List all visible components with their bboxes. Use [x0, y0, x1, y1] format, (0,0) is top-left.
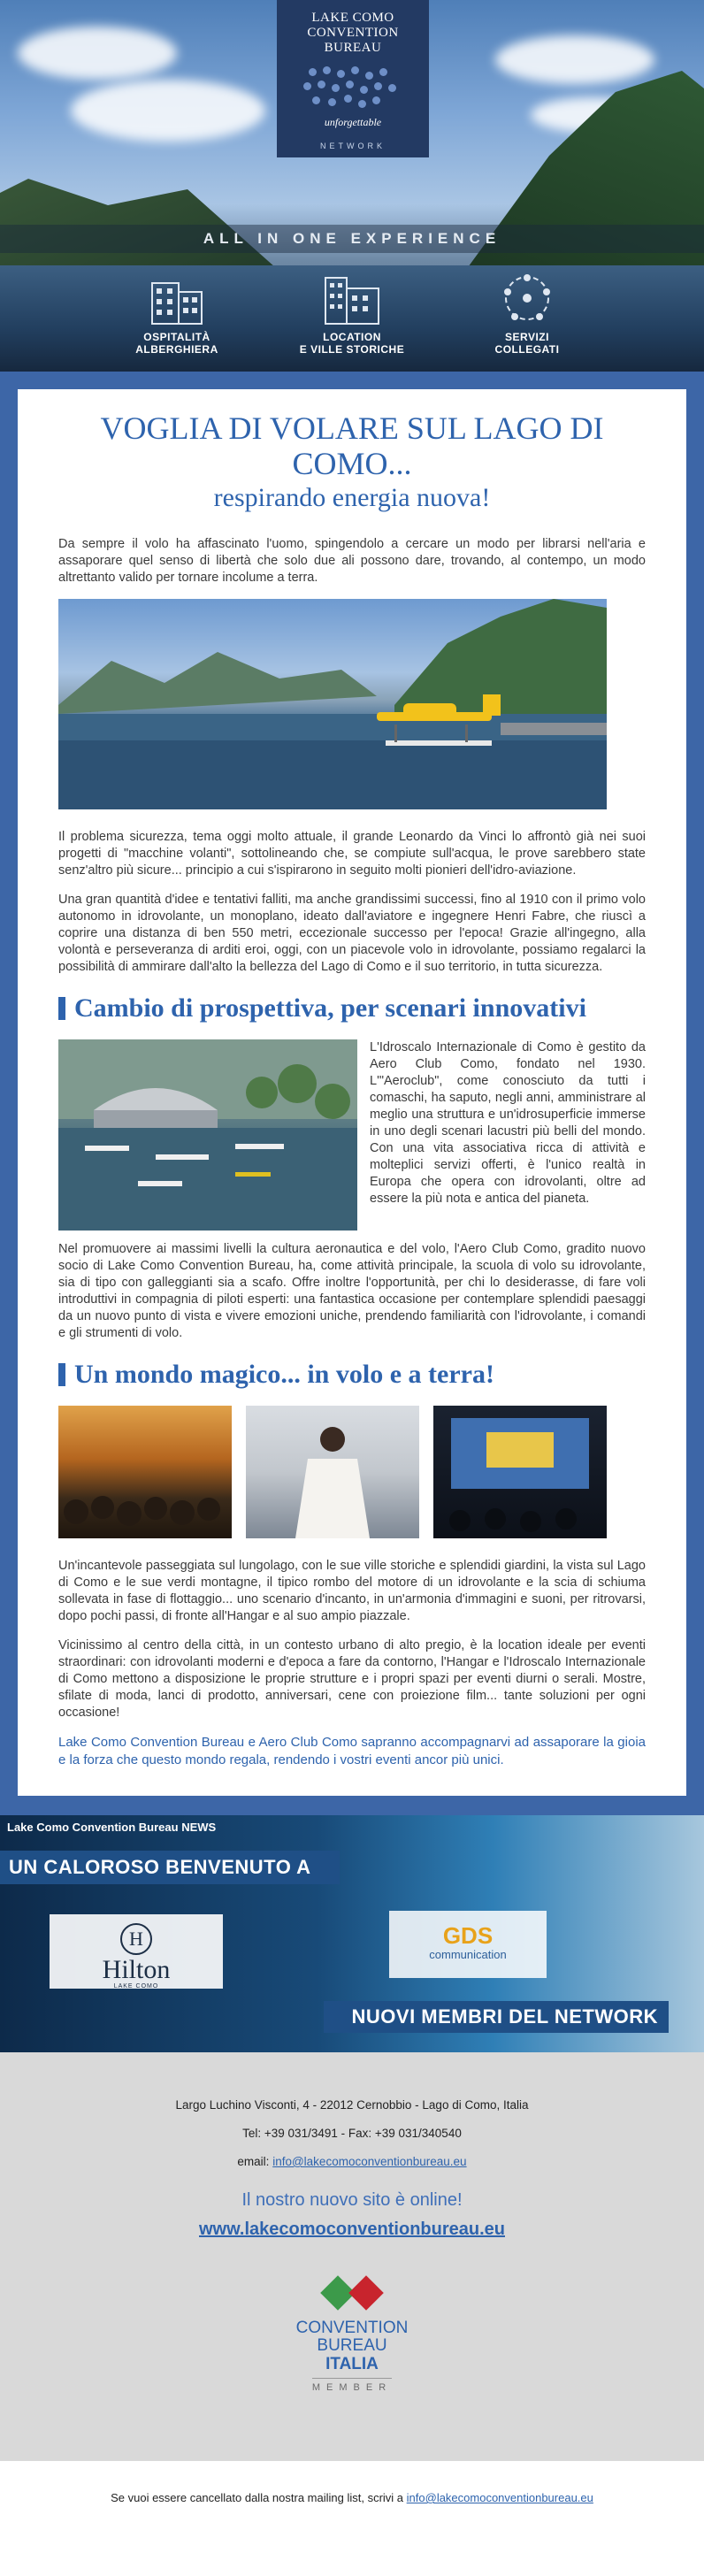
unsubscribe-text: Se vuoi essere cancellato dalla nostra mailing list, scrivi a	[111, 2491, 404, 2504]
seaplane-photo	[58, 599, 607, 809]
cbi-member: MEMBER	[312, 2378, 392, 2393]
heading-bar	[58, 1363, 65, 1386]
service-location[interactable]	[286, 271, 418, 356]
article	[18, 389, 686, 1796]
footer-address: Largo Luchino Visconti, 4 - 22012 Cernobbio - Lago di Como, Italia	[175, 2098, 529, 2112]
villa-icon	[320, 271, 384, 326]
cbi-diamonds-icon	[317, 2272, 387, 2316]
hilton-mark-icon: H	[120, 1923, 152, 1955]
article-paragraph: Vicinissimo al centro della città, in un contesto urbano di alto pregio, è la location ideale per eventi straordinari: con idrovolanti moderni e d'epoca a fare da contorno, l'Hangar e l'Idroscalo Internazionale di Como mettono a disposizione le proprie strutture e i propri spazi per eventi diurni o serali. Mostre, sfilate di moda, lanci di prodotto, anniversari, cene con proiezione film... tante soluzioni per ogni occasione!	[58, 1638, 646, 1720]
service-label: SERVIZI	[505, 331, 549, 343]
closing-statement: Lake Como Convention Bureau e Aero Club Como sapranno accompagnarvi ad assaporare la gioia e la forza che questo mondo regala, rendendo i vostri eventi ancor più unici.	[58, 1735, 646, 1767]
logo-script: unforgettable	[324, 116, 382, 128]
article-paragraph: Il problema sicurezza, tema oggi molto attuale, il grande Leonardo da Vinci lo affrontò già nei suoi progetti di "macchine volanti", sottolineando che, se compiute sull'acqua, le prove sarebbero state senz'altro più sicure... principio a cui s'ispirarono in seguito molti pionieri dell'idro-aviazione.	[58, 830, 646, 878]
footer-email-line	[0, 2153, 704, 2171]
logo-line: BUREAU	[324, 41, 382, 55]
service-network[interactable]	[461, 271, 593, 356]
article-paragraph: Da sempre il volo ha affascinato l'uomo, spingendolo a cercare un modo per librarsi nell'aria e assaporare quel senso di libertà che solo due ali possono dare, trovando, al contempo, un modo altrettanto valido per tornare incolume a terra.	[58, 537, 646, 585]
article-paragraph: Nel promuovere ai massimi livelli la cultura aeronautica e del volo, l'Aero Club Como, gradito nuovo socio di Lake Como Convention Bureau, ha, come attività principale, la scuola di volo su idrovolante, sia di tipo con galleggianti sia a scafo. Offre inoltre l'opportunità, per chi lo desiderasse, di fare voli introduttivi in compagnia di piloti esperti: una fantastica occasione per contemplare splendidi paesaggi da un nuovo punto di vista e vivere emozioni uniche, prendendo familiarità con l'idrovolante, i comandi e gli strumenti di volo.	[58, 1242, 646, 1340]
hotel-icon	[145, 271, 209, 326]
service-label: E VILLE STORICHE	[299, 343, 405, 356]
hangar-photo	[58, 1039, 357, 1230]
footer-email-link[interactable]: info@lakecomoconventionbureau.eu	[272, 2155, 467, 2168]
logo-line: LAKE COMO	[311, 11, 394, 25]
services-row	[0, 271, 704, 356]
tagline: ALL IN ONE EXPERIENCE	[0, 225, 704, 253]
footer	[0, 2052, 704, 2461]
new-members-label: NUOVI MEMBRI DEL NETWORK	[324, 2001, 669, 2033]
article-wrapper	[0, 372, 704, 1815]
article-title: VOGLIA DI VOLARE SUL LAGO DI COMO...	[100, 410, 604, 481]
bureau-logo[interactable]	[277, 0, 429, 157]
news-tag: Lake Como Convention Bureau NEWS	[7, 1821, 217, 1834]
article-paragraph: Una gran quantità d'idee e tentativi falliti, ma anche grandissimi successi, fino al 1910 con il primo volo autonomo in idrovolante, un monoplano, ideato dall'aviatore e ingegnere Henri Fabre, che riuscì a coprire una distanza di ben 550 metri, eccezionale successo per l'epoca! Grazie all'ingegno, alla volontà e perseveranza di arditi eroi, oggi, con un piacevole volo in idrovolante, possiamo regalarci la possibilità di ammirare dall'alto la bellezza del Lago di Como e il suo territorio, in tutta sicurezza.	[58, 893, 646, 974]
gds-logo[interactable]	[389, 1911, 547, 1978]
cbi-line: ITALIA	[325, 2355, 379, 2373]
aeroclub-text: L'Idroscalo Internazionale di Como è gestito da Aero Club Como, fondato nel 1930. L'"Aeroclub", come conosciuto da tutti i comaschi, ha saputo, negli anni, amministrare al meglio una struttura e un'idrosuperficie immerse in uno degli scenari lacustri più belli del mondo. Con una vita associativa ricca di attività e molteplici servizi offerti, è l'unico realtà in Europa che opera con idrovolanti, oltre ad essere la più nota e antica del pianeta.	[370, 1040, 646, 1206]
service-label: LOCATION	[323, 331, 381, 343]
logo-dots-icon	[300, 65, 406, 111]
cloud	[71, 80, 265, 142]
aeroclub-row	[58, 1039, 646, 1230]
welcome-label: UN CALOROSO BENVENUTO A	[0, 1851, 340, 1884]
service-label: COLLEGATI	[494, 343, 560, 356]
cloud	[495, 35, 654, 84]
cbi-line: CONVENTION	[295, 2319, 409, 2337]
news-banner[interactable]	[0, 1815, 704, 2052]
cbi-line: BUREAU	[317, 2336, 387, 2355]
film-screening-photo	[433, 1406, 607, 1538]
footer-phone: Tel: +39 031/3491 - Fax: +39 031/340540	[242, 2127, 462, 2140]
header-banner	[0, 0, 704, 372]
logo-line: CONVENTION	[307, 26, 399, 40]
gds-sub: communication	[429, 1948, 507, 1961]
hilton-sub: LAKE COMO	[113, 1983, 159, 1990]
section-heading	[58, 1358, 646, 1392]
section-heading	[58, 992, 646, 1025]
cloud	[18, 27, 177, 80]
events-photos	[58, 1406, 646, 1538]
convention-bureau-italia-logo[interactable]	[264, 2272, 440, 2395]
unsubscribe-bar	[0, 2461, 704, 2523]
fashion-model-photo	[246, 1406, 419, 1538]
logo-network-label: NETWORK	[320, 142, 386, 150]
unsubscribe-email-link[interactable]: info@lakecomoconventionbureau.eu	[406, 2491, 593, 2504]
hilton-logo[interactable]	[50, 1914, 223, 1989]
section-heading-text: Cambio di prospettiva, per scenari innovativi	[74, 993, 586, 1023]
article-subtitle: respirando energia nuova!	[213, 483, 491, 512]
heading-bar	[58, 997, 65, 1020]
website-link[interactable]: www.lakecomoconventionbureau.eu	[199, 2220, 505, 2239]
article-paragraph: Un'incantevole passeggiata sul lungolago, con le sue ville storiche e splendidi giardini, la vista sul Lago di Como e le sue verdi montagne, il tipico rombo del motore di un idrovolante e la scia di schiuma sollevata in fase di flottaggio... uno scenario d'incanto, in un'armonia d'immagini e suoni, per ritrovarsi, dopo pochi passi, di fronte all'Hangar e al suo ampio piazzale.	[58, 1559, 646, 1623]
hilton-name: Hilton	[102, 1955, 171, 1984]
mountain-left	[0, 168, 283, 274]
email-label: email:	[237, 2155, 270, 2168]
service-label: OSPITALITÀ	[143, 331, 210, 343]
gds-name: GDS	[442, 1922, 494, 1949]
service-hospitality[interactable]	[111, 271, 243, 356]
network-icon	[495, 271, 559, 326]
service-label: ALBERGHIERA	[135, 343, 218, 356]
section-heading-text: Un mondo magico... in volo e a terra!	[74, 1360, 494, 1389]
new-site-announcement: Il nostro nuovo sito è online!	[241, 2190, 463, 2210]
event-crowd-photo	[58, 1406, 232, 1538]
